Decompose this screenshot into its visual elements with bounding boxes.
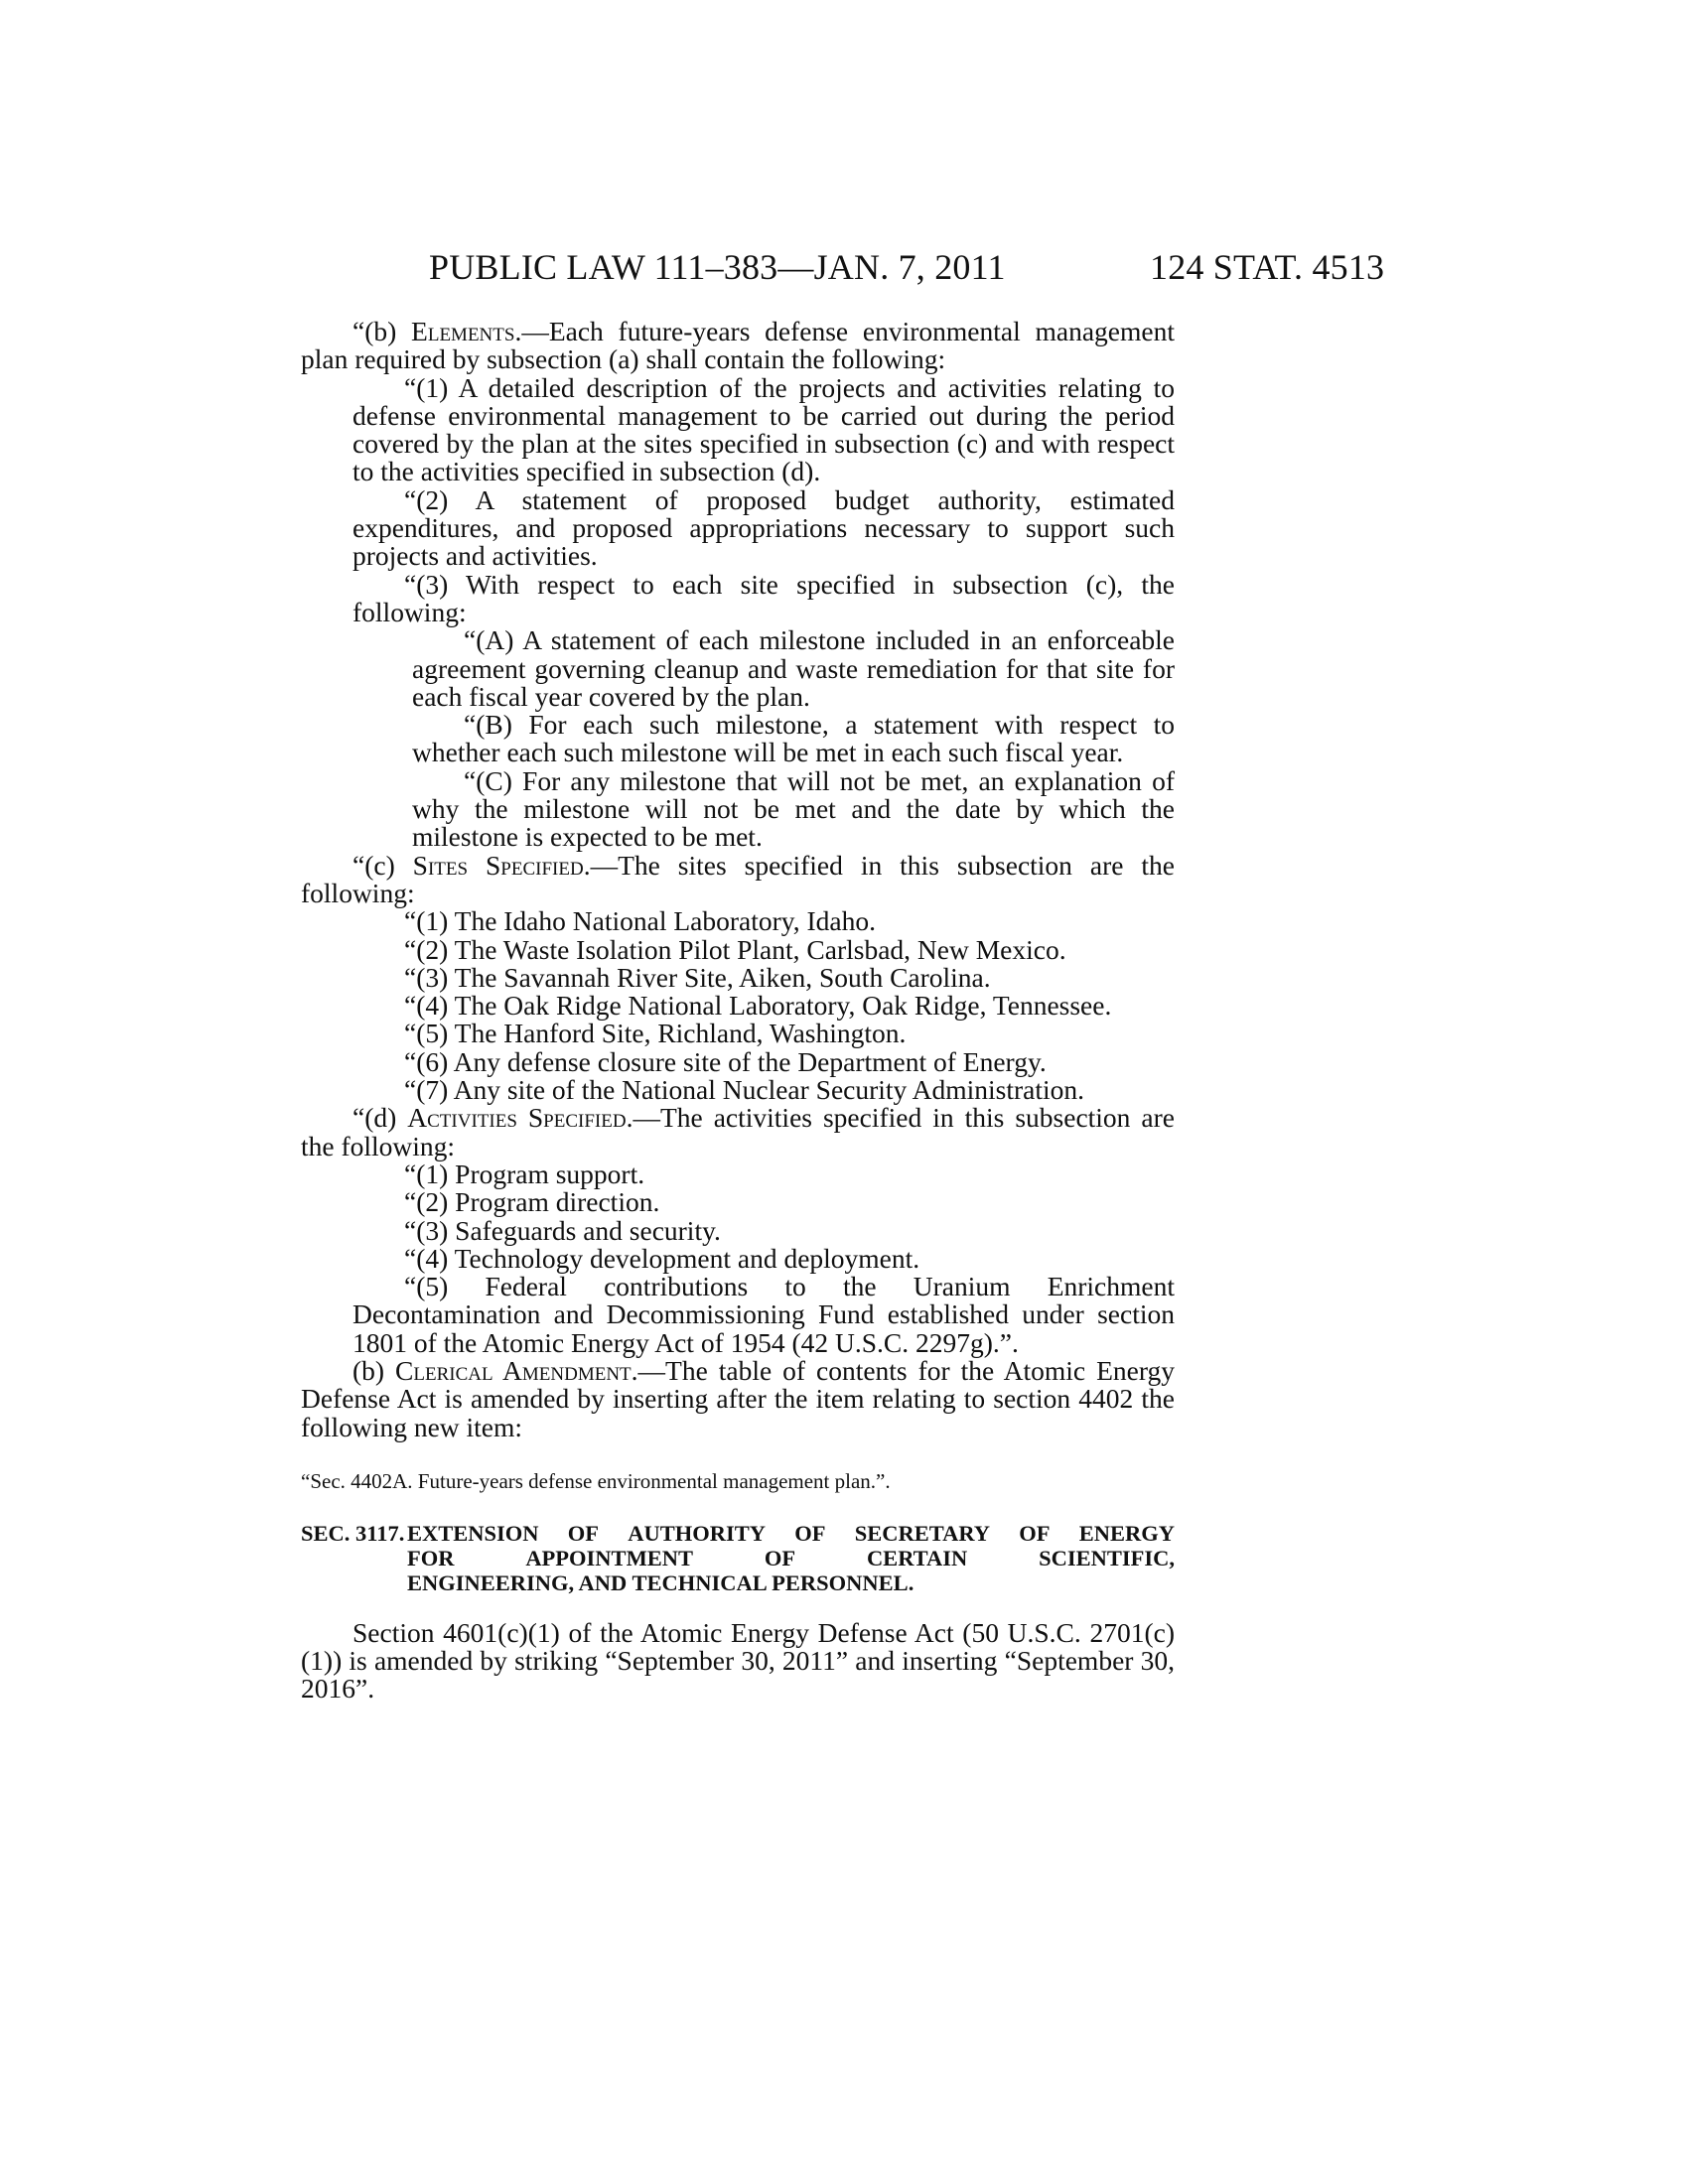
heading-word: SCIENTIFIC, [1039,1545,1175,1570]
heading-word: FOR [407,1545,455,1570]
heading-word: OF [567,1520,600,1546]
heading-word: EXTENSION [407,1520,539,1546]
site-item: “(4) The Oak Ridge National Laboratory, Oak Ridge, Tennessee. [404,990,1112,1022]
subparagraph-c: “(C) For any milestone that will not be met, an explanation of why the milestone will not be met and the date by which the milestone is expected to be met. [412,764,1175,853]
activity-item: “(2) Program direction. [404,1186,660,1218]
heading-line-3: ENGINEERING, AND TECHNICAL PERSONNEL. [407,1570,914,1595]
section-3117-body: Section 4601(c)(1) of the Atomic Energy Defense Act (50 U.S.C. 2701(c)(1)) is amended by striking “September 30, 2011” and inserting “September 30, 2016”. [301,1616,1175,1705]
subparagraph-b: “(B) For each such milestone, a statement with respect to whether each such milestone will be met in each such fiscal year. [412,709,1175,768]
document-body [301,318,1175,1704]
heading-word: SECRETARY [854,1520,991,1546]
site-item: “(2) The Waste Isolation Pilot Plant, Carlsbad, New Mexico. [404,933,1066,965]
subsection-b-heading: Elements [411,316,515,346]
activity-item: “(3) Safeguards and security. [404,1214,721,1246]
paragraph-b1: “(1) A detailed description of the projects and activities relating to defense environmental management to be carried out during the period covered by the plan at the sites specified in subsection (c) and with respect to the activities specified in subsection (d). [352,371,1175,487]
clerical-label: (b) [352,1354,396,1386]
site-item: “(1) The Idaho National Laboratory, Idaho. [404,905,876,937]
clerical-amendment [301,1354,1175,1442]
subsection-c-sites [301,849,1175,908]
activity-item: “(5) Federal contributions to the Uranium Enrichment Decontamination and Decommissioning Fund established under section 1801 of the Atomic Energy Act of 1954 (42 U.S.C. 2297g).”. [352,1271,1175,1358]
page-header-stat: 124 STAT. 4513 [1150,247,1385,287]
site-item: “(6) Any defense closure site of the Department of Energy. [404,1045,1047,1077]
section-3117-heading [301,1521,1175,1595]
subparagraph-a: “(A) A statement of each milestone included in an enforceable agreement governing cleanup and waste remediation for that site for each fiscal year covered by the plan. [412,624,1175,712]
subsection-c-heading: Sites Specified [412,849,584,881]
site-item: “(7) Any site of the National Nuclear Security Administration. [404,1074,1085,1106]
heading-word: OF [794,1520,826,1546]
subsection-b-elements [301,318,1175,374]
subsection-c-text: .—The sites specified in this subsection are the following: [301,849,1175,908]
paragraph-b3: “(3) With respect to each site specified in subsection (c), the following: [352,568,1175,627]
heading-word: AUTHORITY [628,1520,767,1546]
heading-word: OF [764,1545,796,1570]
toc-new-item: “Sec. 4402A. Future-years defense environmental management plan.”. [301,1468,891,1493]
subsection-c-label: “(c) [352,849,413,881]
heading-word: ENERGY [1078,1520,1175,1546]
heading-word: CERTAIN [866,1545,968,1570]
clerical-heading: Clerical Amendment [395,1354,632,1386]
clerical-text: .—The table of contents for the Atomic Energy Defense Act is amended by inserting after the item relating to section 4402 the following new item: [301,1354,1175,1442]
activity-item: “(4) Technology development and deployment. [404,1242,920,1274]
subsection-b-label: “(b) [352,316,412,346]
activity-item: “(1) Program support. [404,1158,645,1189]
site-item: “(3) The Savannah River Site, Aiken, South Carolina. [404,961,991,993]
heading-word: APPOINTMENT [525,1545,694,1570]
subsection-d-label: “(d) [352,1102,408,1134]
paragraph-b2: “(2) A statement of proposed budget authority, estimated expenditures, and proposed appropriations necessary to support such projects and activities. [352,483,1175,572]
heading-word: OF [1019,1520,1051,1546]
subsection-b-text: .—Each future-years defense environmental management plan required by subsection (a) shall contain the following: [301,316,1175,375]
subsection-d-heading: Activities Specified [407,1102,627,1134]
subsection-d-text: .—The activities specified in this subsection are the following: [301,1102,1175,1161]
page-header-title: PUBLIC LAW 111–383—JAN. 7, 2011 [429,247,1006,287]
section-number: SEC. 3117. [301,1520,405,1546]
subsection-d-activities [301,1104,1175,1160]
site-item: “(5) The Hanford Site, Richland, Washington. [404,1018,907,1049]
